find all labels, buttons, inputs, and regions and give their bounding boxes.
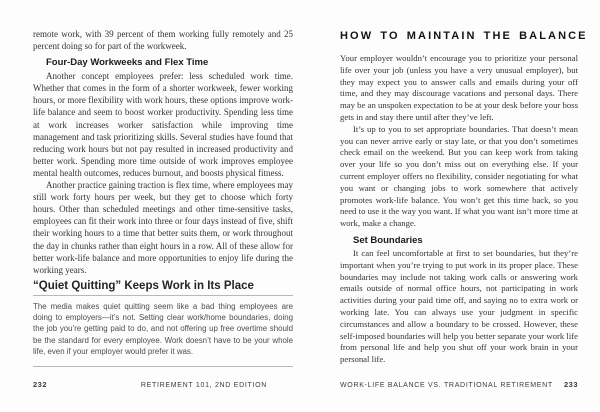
body-paragraph: Your employer wouldn’t encourage you to prioritize your personal life over your job (unless you have a very unusual employer), but they may expect you to answer calls and emails during your off time, and they may discourage vacations and personal days. There may be an unspoken expectation to be at your desk before your boss gets in and stay there until after they’ve left. <box>340 53 578 122</box>
divider-rule <box>33 366 293 367</box>
footer-left <box>33 380 293 389</box>
page-number-left: 232 <box>33 380 48 389</box>
page-number-right: 233 <box>563 380 578 389</box>
chapter-heading: HOW TO MAINTAIN THE BALANCE <box>340 30 588 42</box>
body-paragraph: Another practice gaining traction is flex time, where employees may still work forty hours per week, but they get to choose which forty hours. Other than scheduled meetings and other time-sensitive tasks, employees can fit their work into three or four days instead of five, shift their working hours to a time that better suits them, or work throughout the day in chunks rather than eight hours in a row. All of these allow for better work-life balance and more opportunities to enjoy life during the working years. <box>33 180 293 275</box>
page-right <box>340 28 588 366</box>
section-heading-four-day-workweeks: Four-Day Workweeks and Flex Time <box>46 57 209 69</box>
callout-paragraph: The media makes quiet quitting seem like a bad thing employees are doing to employers—it’s not. Setting clear work/home boundaries, doing the job you’re getting paid to do, and not offering up free overtime should be the standard for every employee. Work doesn’t have to be your whole life, even if your employer would prefer it was. <box>33 301 293 356</box>
page-left <box>33 28 293 367</box>
callout-heading: “Quiet Quitting” Keeps Work in Its Place <box>33 280 293 296</box>
body-paragraph: It’s up to you to set appropriate boundaries. That doesn’t mean you can never arrive early or stay late, or that you don’t sometimes check email on the weekend. But you can keep work from taking over your life so you don’t miss out on everything else. If your current employer offers no flexibility, consider negotiating for what you want or changing jobs to work somewhere that actively promotes work-life balance. You won’t get this time back, so you need to use it the way you want. If what you want isn’t more time at work, make a change. <box>340 123 578 229</box>
running-footer-left: RETIREMENT 101, 2ND EDITION <box>140 382 267 389</box>
body-paragraph: It can feel uncomfortable at first to set boundaries, but they’re important when you’re trying to put work in its proper place. These boundaries may include not taking work calls or answering work emails outside of normal office hours, not participating in work activities during your paid time off, and saying no to extra work or working late. You can always use your judgment in specific circumstances and allow a boundary to be crossed. However, these self-imposed boundaries will help you better separate your work life from personal life and help you shut off your work brain in your personal life. <box>340 247 578 365</box>
footer-right <box>340 380 578 389</box>
running-footer-right: WORK-LIFE BALANCE VS. TRADITIONAL RETIREMENT <box>340 382 553 389</box>
callout-quiet-quitting <box>33 280 293 367</box>
intro-paragraph: remote work, with 39 percent of them working fully remotely and 25 percent doing so for part of the workweek. <box>33 29 293 52</box>
body-paragraph: Another concept employees prefer: less scheduled work time. Whether that comes in the form of a shorter workweek, fewer working hours, or more flexibility with work hours, these options improve work-life balance and seem to boost worker productivity. Spending less time at work increases worker satisfaction while improving time management and task prioritizing skills. Several studies have found that reducing work hours but not pay resulted in increased productivity and better work. Spending more time outside of work improves employee mental health outcomes, reduces burnout, and boosts physical fitness. <box>33 71 293 178</box>
section-heading-set-boundaries: Set Boundaries <box>353 234 423 246</box>
